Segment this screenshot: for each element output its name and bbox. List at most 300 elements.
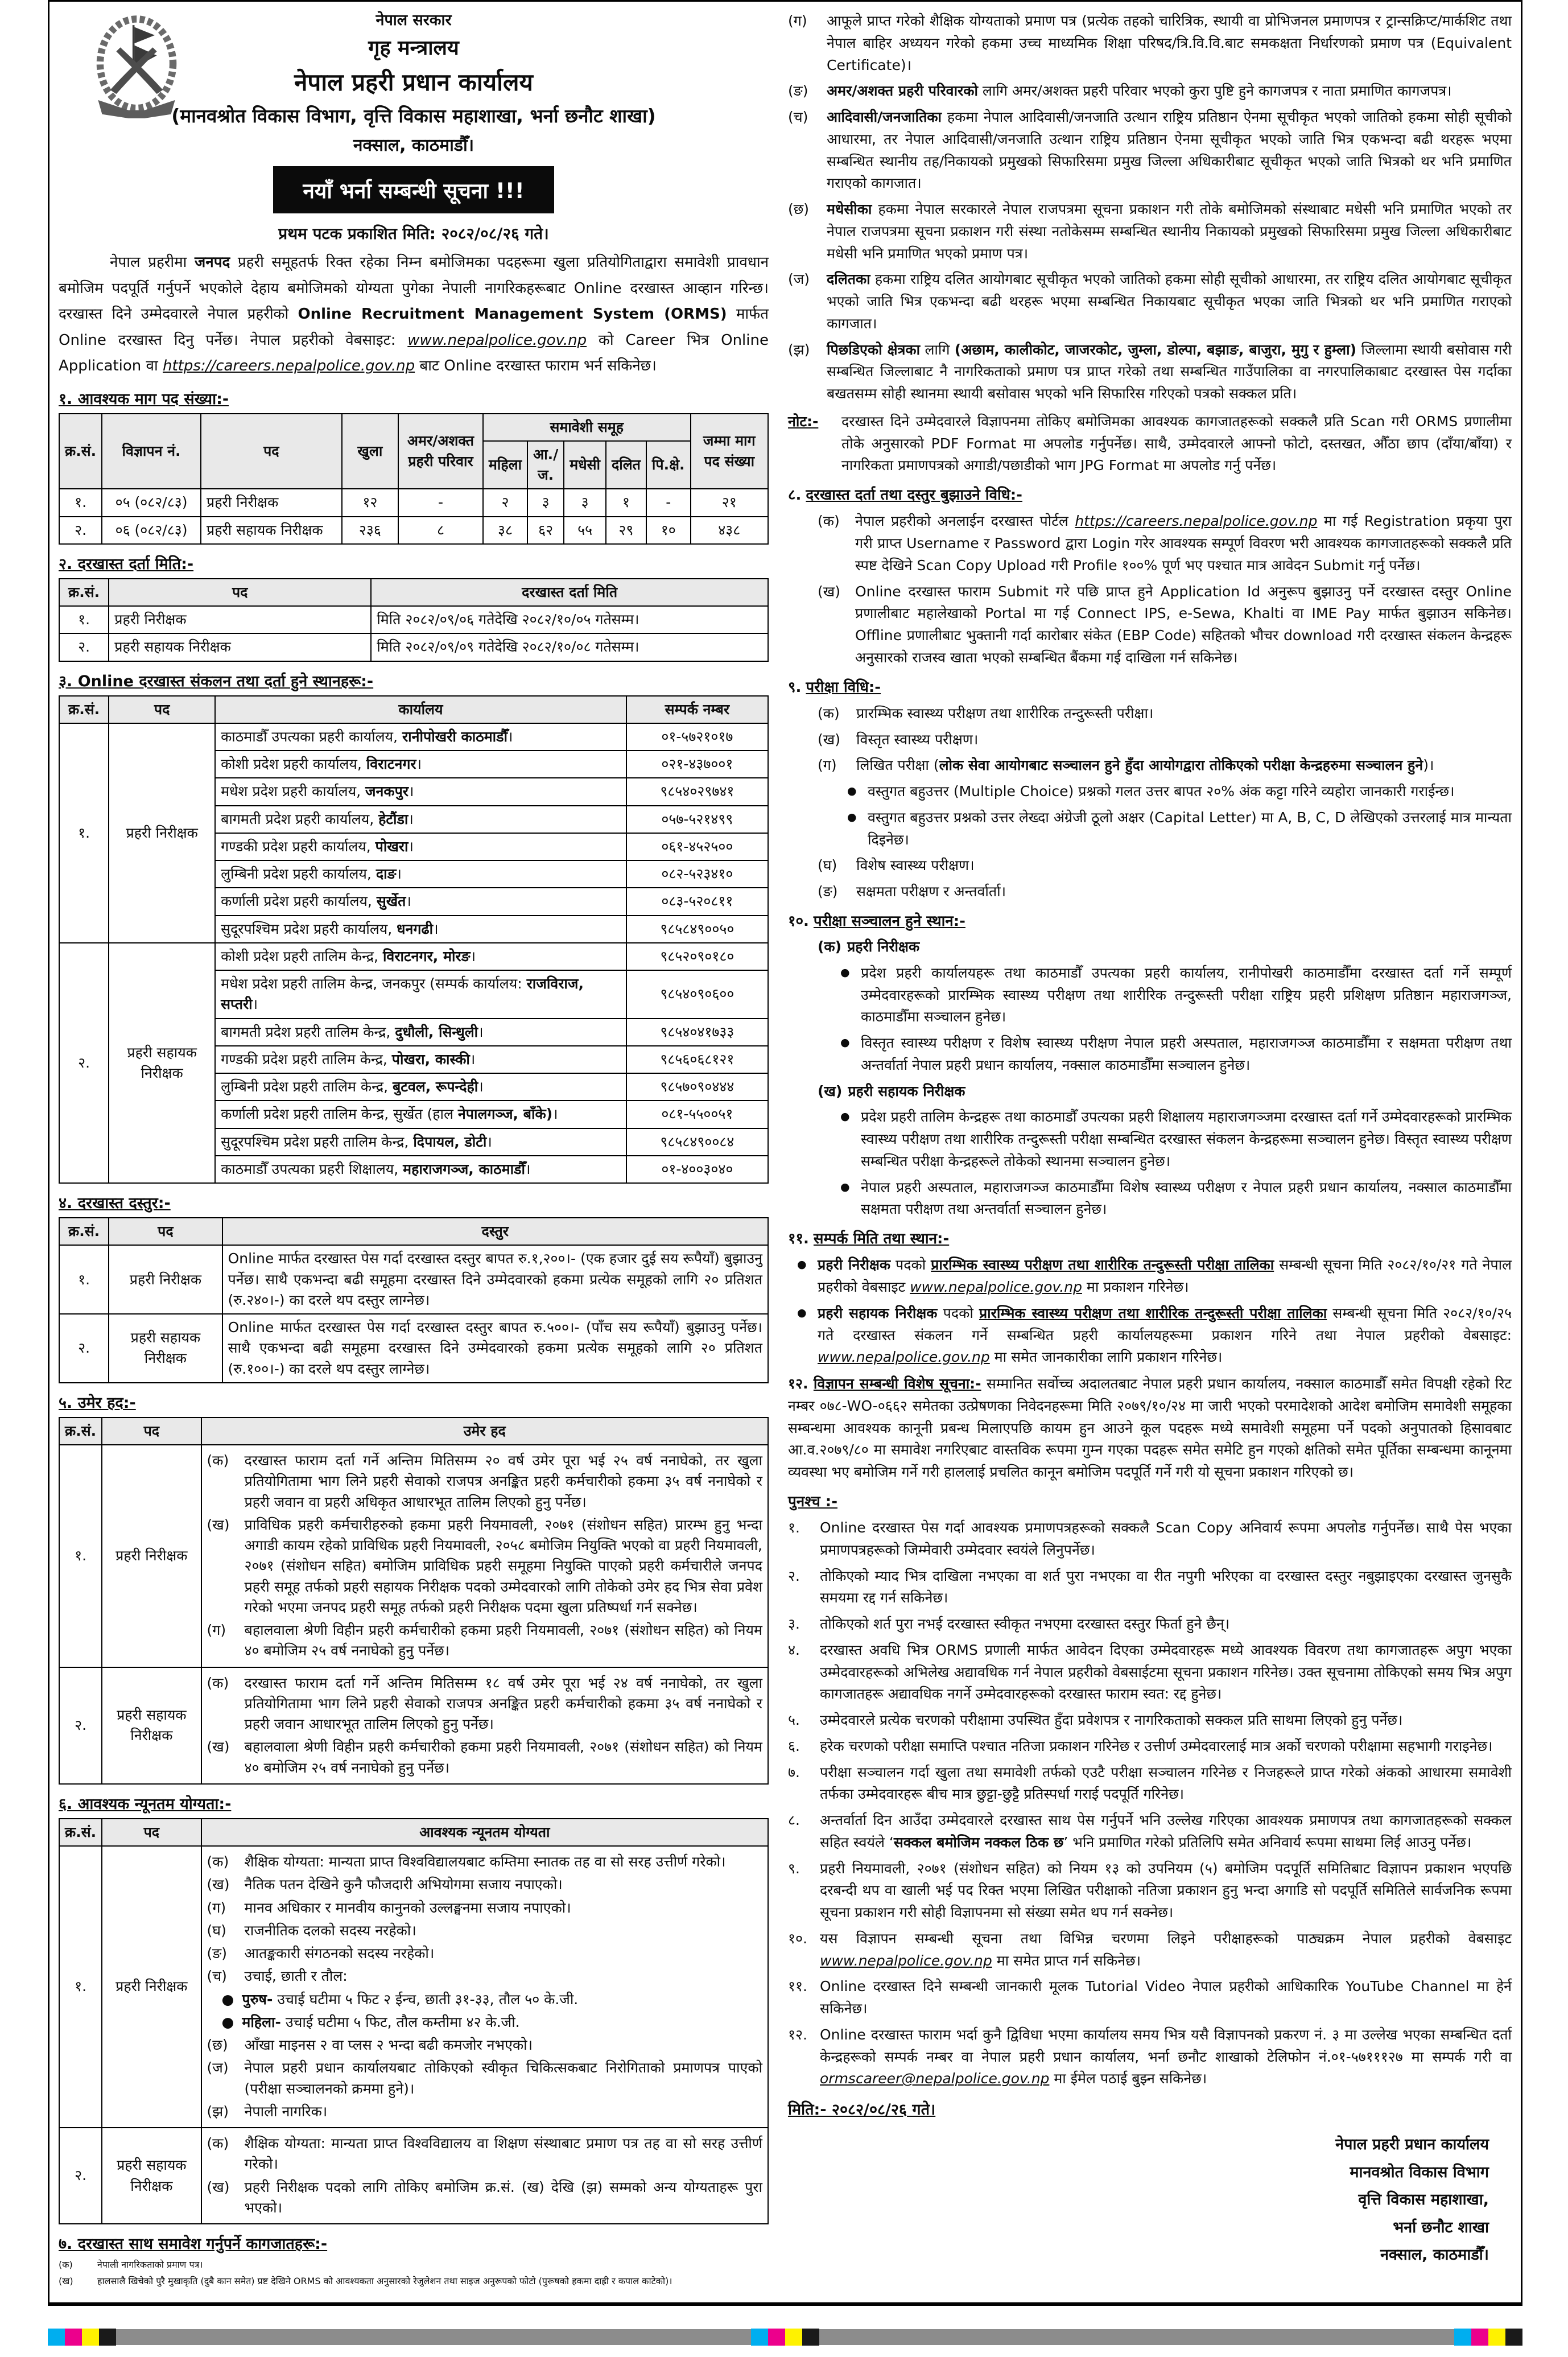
bullet-item <box>797 1303 1512 1369</box>
item-label: (घ) <box>818 857 837 874</box>
cell: प्रहरी निरीक्षक <box>109 606 371 633</box>
section-fee-method <box>788 484 1512 669</box>
locations-table <box>59 695 769 1184</box>
item-text <box>856 729 1512 751</box>
header-department: (मानवश्रोत विकास विभाग, वृत्ति विकास महाशाखा, भर्ना छनौट शाखा) <box>171 105 656 127</box>
item-text: मानव अधिकार र मानवीय कानुनको उल्लङ्घनमा सजाय नपाएको। <box>244 1899 571 1916</box>
office-cell <box>215 1073 626 1101</box>
notice-frame <box>48 0 1522 2306</box>
cell: मिति २०८२/०९/०९ गतेदेखि २०८२/१०/०८ गतेसम्म। <box>371 633 768 661</box>
bullet-text <box>861 1177 1512 1221</box>
table-row <box>59 606 768 633</box>
text-segment: लागि अमर/अशक्त प्रहरी परिवार भएको कुरा पुष्टि हुने कागजपत्र र नाता प्रमाणित कागजपत्र। <box>977 83 1452 100</box>
item-text: उचाई, छाती र तौल: <box>244 1968 348 1985</box>
item-label: (क) <box>818 938 842 955</box>
col-header: कार्यालय <box>215 696 626 723</box>
office-city: दाङ <box>376 866 397 882</box>
office-city: राजविराज, सप्तरी <box>221 975 584 1013</box>
post-cell: प्रहरी सहायक निरीक्षक <box>102 1667 201 1784</box>
serial-cell: १. <box>59 1445 102 1667</box>
item-text <box>820 1928 1512 1972</box>
table-row <box>59 633 768 661</box>
list-item <box>207 1874 762 1895</box>
cell: - <box>646 489 691 516</box>
table-head <box>59 1418 768 1445</box>
col-header: दलित <box>606 441 646 489</box>
section-title-age <box>59 1391 769 1412</box>
item-number: १२. <box>788 2026 807 2043</box>
item-label: (च) <box>788 109 808 125</box>
text-segment: सम्बन्धी सूचना मिति २०८२/१०/२५ गते दरखास्त संकलन गर्ने सम्बन्धित प्रहरी कार्यालयहरूमा प्रकाशन गरिने तथा नेपाल प्रहरीको वेबसाइट: <box>818 1304 1512 1344</box>
bullet-text <box>861 1106 1512 1172</box>
section-number: ९. <box>788 678 802 696</box>
list-item <box>59 2258 769 2271</box>
item-text: राजनीतिक दलको सदस्य नरहेको। <box>244 1922 416 1939</box>
item-text <box>820 1639 1512 1705</box>
item-label: (ग) <box>207 1622 226 1638</box>
text-segment: लागि <box>920 341 955 358</box>
post-cell: प्रहरी सहायक निरीक्षक <box>102 2128 201 2224</box>
cell: २९ <box>606 517 646 544</box>
office-name: गण्डकी प्रदेश प्रहरी तालिम केन्द्र, <box>221 1050 392 1068</box>
numbered-item <box>788 1639 1512 1705</box>
notice-header <box>59 6 769 244</box>
table-row <box>59 1846 768 2128</box>
cell: मिति २०८२/०९/०६ गतेदेखि २०८२/१०/०५ गतेसम्म। <box>371 606 768 633</box>
list-item <box>788 269 1512 335</box>
item-label: (ङ) <box>207 1945 227 1962</box>
phone-cell: ०६१-४५२५०० <box>626 833 768 860</box>
table-row <box>59 1314 768 1383</box>
item-text <box>856 881 1512 903</box>
section-title-text: ४. दरखास्त दस्तुर:- <box>59 1194 171 1212</box>
office-city: विराटनगर <box>366 756 416 772</box>
text-segment: नेपाल प्रहरीको अनलाईन दरखास्त पोर्टल <box>855 513 1075 530</box>
text-segment: प्रदेश प्रहरी कार्यालयहरू तथा काठमाडौँ उपत्यका प्रहरी कार्यालय, रानीपोखरी काठमाडौँमा दरखास्त दर्ता गर्ने सम्पूर्ण उम्मेदवारहरूको प्रारम्भिक स्वास्थ्य परीक्षण तथा शारीरिक तन्दुरूस्ती परीक्षा राष्ट्रिय प्रहरी प्रशिक्षण प्रतिष्ठान महाराजगञ्ज, काठमाडौँमा सञ्चालन हुनेछ। <box>861 964 1512 1025</box>
item-text <box>827 106 1512 195</box>
phone-cell: ९८५४०२९७४१ <box>626 778 768 805</box>
item-text <box>820 1709 1512 1732</box>
office-name: काठमाडौँ उपत्यका प्रहरी शिक्षालय, <box>221 1160 403 1177</box>
item-number: ३. <box>788 1616 800 1633</box>
item-text: प्राविधिक प्रहरी कर्मचारीहरुको हकमा प्रहरी नियमावली, २०७१ (संशोधन सहित) प्रारम्भ हुनु भन्दा अगाडी कायम रहेको प्राविधिक प्रहरी नियमावली, २०५८ बमोजिम नियुक्ति भएको वा प्रहरी नियमावली, २०७१ (संशोधन सहित) बमोजिम प्राविधिक प्रहरी समूहमा नियुक्ति पाएको प्रहरी कर्मचारीले जनपद प्रहरी समूह तर्फको प्रहरी सहायक निरीक्षक पदको उम्मेदवारको लागि तोकेको उमेर हद भित्र सेवा प्रवेश गरेको भएमा जनपद प्रहरी समूह तर्फको प्रहरी निरीक्षक पदमा खुला प्रतिष्पर्धा गर्न सक्नेछ। <box>244 1516 762 1616</box>
venue-group-title <box>818 1081 1512 1103</box>
cell: ५५ <box>564 517 606 544</box>
item-text <box>827 10 1512 76</box>
col-header: अमर/अशक्त प्रहरी परिवार <box>398 414 483 489</box>
list-item <box>207 2177 762 2219</box>
section-title-demand <box>59 388 769 409</box>
cell: प्रहरी निरीक्षक <box>109 1245 222 1314</box>
section-exam-method <box>788 676 1512 903</box>
office-cell <box>215 860 626 888</box>
item-text <box>97 2274 769 2287</box>
item-label: (क) <box>207 2135 229 2152</box>
numbered-item <box>788 1517 1512 1561</box>
office-tail: । <box>433 920 439 937</box>
office-tail: । <box>406 893 411 910</box>
col-header: क्र.सं. <box>59 1819 102 1846</box>
color-patch <box>1454 2329 1471 2346</box>
bullet-icon: ● <box>840 1036 850 1049</box>
cell: ८ <box>398 517 483 544</box>
office-cell <box>215 778 626 805</box>
table-row <box>59 723 768 751</box>
text-segment: मा समेत जानकारीका लागि प्रकाशन गरिनेछ। <box>989 1349 1223 1366</box>
link-text: www.nepalpolice.gov.np <box>407 331 587 349</box>
office-name: मधेश प्रदेश प्रहरी तालिम केन्द्र, जनकपुर (सम्पर्क कार्यालय: <box>221 975 527 992</box>
text-segment: आफूले प्राप्त गरेको शैक्षिक योग्यताको प्रमाण पत्र (प्रत्येक तहको चारित्रिक, स्थायी वा प्रोभिजनल प्रमाणपत्र र ट्रान्सक्रिप्ट/मार्कशिट तथा नेपाल बाहिर अध्ययन गरेको हकमा उच्च माध्यमिक शिक्षा परिषद/त्रि.वि.वि.बाट समकक्षता निर्धारणको प्रमाण पत्र (Equivalent Certificate)। <box>827 13 1512 73</box>
item-label: (ख) <box>207 1738 230 1756</box>
office-city: पोखरा, कास्की <box>391 1050 470 1068</box>
bullet-item <box>797 1254 1512 1299</box>
bullet-text <box>818 1303 1512 1369</box>
list-item <box>788 339 1512 405</box>
sub-bullet <box>222 2012 762 2033</box>
note-block <box>788 411 1512 477</box>
cell: - <box>398 489 483 516</box>
item-number: २. <box>788 1567 800 1584</box>
text-segment: वस्तुगत बहुउत्तर प्रश्नको उत्तर लेख्दा अंग्रेजी ठूलो अक्षर (Capital Letter) मा A, B, C, D लेखिएको उत्तरलाई मात्र मान्यता दिइनेछ। <box>868 809 1512 848</box>
item-label: (क) <box>818 704 840 722</box>
venue-group-body <box>840 962 1512 1077</box>
venue-group-body <box>840 1106 1512 1221</box>
office-city: विराटनगर, मोरङ <box>382 947 471 965</box>
list-item <box>818 703 1512 725</box>
office-city: महाराजगञ्ज, काठमाडौँ <box>403 1160 525 1177</box>
text-segment: हालसालै खिचेको पुरै मुखाकृति (दुबै कान समेत) प्रष्ट देखिने ORMS को आवश्यकता अनुसारको रेजुलेशन तथा साइज अनुरूपको फोटो (पुरूषको हकमा दाह्री र कपाल काटेको)। <box>97 2276 672 2286</box>
office-city: दुधौली, सिन्धुली <box>395 1023 478 1040</box>
list-item <box>207 1852 762 1872</box>
item-label: (छ) <box>788 201 810 217</box>
item-text <box>820 1565 1512 1610</box>
post-cell: प्रहरी निरीक्षक <box>102 1445 201 1667</box>
item-text <box>820 1613 1512 1635</box>
text-segment: उचाई घटीमा ५ फिट २ ईन्च, छाती ३१-३३, तौल ५० के.जी. <box>273 1991 579 2008</box>
list-item <box>207 1620 762 1662</box>
text-segment: विस्तृत स्वास्थ्य परीक्षण। <box>856 731 979 748</box>
office-name: मधेश प्रदेश प्रहरी कार्यालय, <box>221 783 365 800</box>
venue-group-title <box>818 936 1512 958</box>
cell: ४३८ <box>691 517 768 544</box>
text-segment: अन्तर्वार्ता दिन आउँदा उम्मेदवारले दरखास्त साथ पेस गर्नुपर्ने भनि उल्लेख गरिएका आवश्यक प्रमाणपत्र तथा कागजातहरूको सक्कल सहित स्वयंले ‘ <box>820 1812 1512 1851</box>
office-tail: । <box>408 783 414 800</box>
color-calibration-bar <box>48 2329 1522 2346</box>
list-item <box>207 2058 762 2099</box>
col-header: पि.क्षे. <box>646 441 691 489</box>
item-label: (ग) <box>788 13 807 29</box>
office-cell <box>215 723 626 751</box>
item-text: नेपाली नागरिक। <box>244 2103 328 2120</box>
item-label: (छ) <box>207 2037 228 2053</box>
demand-table <box>59 413 769 545</box>
section-contact-date <box>788 1227 1512 1369</box>
cell: १. <box>59 1245 109 1314</box>
cell: २. <box>59 633 109 661</box>
bold-text: पुरुष- <box>242 1991 273 2008</box>
col-header: खुला <box>342 414 398 489</box>
list-item <box>207 2133 762 2175</box>
table-row <box>59 2128 768 2224</box>
cell: Online मार्फत दरखास्त पेस गर्दा दरखास्त दस्तुर बापत रु.५००।- (पाँच सय रूपैयाँ) बुझाउनु पर्नेछ। साथै एकभन्दा बढी समूहमा दरखास्त दिने उम्मेदवारको हकमा प्रत्येक समूहको लागि २० प्रतिशत (रु.१००।-) का दरले थप दस्तुर लाग्नेछ। <box>222 1314 768 1383</box>
phone-cell: ९८५४०४१७३३ <box>626 1019 768 1046</box>
fees-table <box>59 1217 769 1383</box>
color-patch <box>768 2329 785 2346</box>
col-header: क्र.सं. <box>59 696 109 723</box>
text-segment: सम्मानित सर्वोच्च अदालतबाट नेपाल प्रहरी प्रधान कार्यालय, नक्साल काठमाडौँ समेत विपक्षी रहेको रिट नम्बर ०७८-WO-०६६२ समेतका उत्प्रेषणका निवेदनहरूमा मिति २०७९/१०/२४ मा जारी भएको परमादेशको आदेश बमोजिम समावेशी समूहका सम्बन्धमा आवश्यक कानूनी प्रबन्ध मिलाएपछि कायम हुन आउने कूल पदहरू मध्ये समावेशी समूहमा पर्ने पदको अनुपातको हिसावबाट आ.व.२०७९/८० मा समावेश नगरिएबाट वास्तविक रूपमा गुम्न गएका पदहरू समेत समेटि हुन गएको क्षतिको समेत पूर्तिका सम्बन्धमा कानूनमा व्यवस्था भए बमोजिम गर्ने गरी हाललाई प्रचलित कानून बमोजिम पदपूर्ति गर्ने गरी यो सूचना प्रकाशन गरिएको छ। <box>788 1375 1512 1481</box>
bullet-icon: ● <box>221 1991 234 2008</box>
text-segment: ’ भनि प्रमाणित गरेको प्रतिलिपि समेत अनिवार्य रूपमा साथमा लिई आउनु पर्नेछ। <box>1063 1833 1472 1851</box>
office-name: काठमाडौँ उपत्यका प्रहरी कार्यालय, <box>221 728 402 745</box>
color-patch <box>1471 2329 1488 2346</box>
cell: १२ <box>342 489 398 516</box>
text-segment: Online दरखास्त पेस गर्दा आवश्यक प्रमाणपत्रहरूको सक्कलै Scan Copy अनिवार्य रूपमा अपलोड गर्नुपर्नेछ। साथै पेस भएका प्रमाणपत्रहरूको जिम्मेवारी उम्मेदवार स्वयंले लिनुपर्नेछ। <box>820 1519 1512 1558</box>
col-header: क्र.सं. <box>59 1418 102 1445</box>
office-cell <box>215 1156 626 1183</box>
item-label: (ख) <box>818 583 840 600</box>
signature-line: नेपाल प्रहरी प्रधान कार्यालय <box>1335 2136 1489 2154</box>
item-text <box>820 1762 1512 1806</box>
item-label: (ख) <box>207 2178 230 2195</box>
sub-bullet <box>847 781 1512 803</box>
table-row <box>59 517 768 544</box>
item-number: १०. <box>788 1930 807 1947</box>
section-title-text: ६. आवश्यक न्यूनतम योग्यता:- <box>59 1795 232 1813</box>
phone-cell: ९८५२०९०१८० <box>626 943 768 970</box>
office-tail: । <box>486 1133 492 1150</box>
item-number: ५. <box>788 1712 800 1729</box>
text-segment: मार्फत Online दरखास्त दिनु पर्नेछ। नेपाल प्रहरीको वेबसाइट: <box>59 306 769 349</box>
list-item <box>818 755 1512 777</box>
signature-block <box>788 2131 1489 2269</box>
col-header: पद <box>109 579 371 606</box>
office-name: कर्णाली प्रदेश प्रहरी कार्यालय, <box>221 893 377 910</box>
cell: प्रहरी सहायक निरीक्षक <box>201 517 342 544</box>
items-cell <box>201 1667 768 1784</box>
item-label: (झ) <box>207 2103 229 2120</box>
serial-cell: २. <box>59 2128 102 2224</box>
col-header: पद <box>109 696 215 723</box>
color-patch <box>1505 2329 1522 2346</box>
bullet-text <box>861 1032 1512 1077</box>
section-title-documents <box>59 2232 769 2253</box>
phone-cell: ०२१-४३७००१ <box>626 751 768 778</box>
table-head <box>59 696 768 723</box>
link-text: https://careers.nepalpolice.gov.np <box>163 357 415 374</box>
cell: ०५ (०८२/८३) <box>102 489 201 516</box>
post-cell: प्रहरी निरीक्षक <box>102 1846 201 2128</box>
item-text: आतङ्ककारी संगठनको सदस्य नरहेको। <box>244 1945 435 1962</box>
item-text <box>97 2258 769 2271</box>
bold-underline-text: प्रारम्भिक स्वास्थ्य परीक्षण तथा शारीरिक तन्दुरूस्ती परीक्षा तालिका <box>931 1256 1274 1274</box>
item-number: ११. <box>788 1978 807 1995</box>
section-title-text: पुनश्च :- <box>788 1493 837 1510</box>
text-segment: हकमा नेपाल सरकारले नेपाल राजपत्रमा सूचना प्रकाशन गरी तोके बमोजिमको संस्थाबाट मधेसी भनि प्रमाणित भएको तर नेपाल राजपत्रमा सूचना प्रकाशन गरी संस्था नतोकेसम्म सम्बन्धित स्थानीय निकायको प्रमुखको सिफारिसमा प्रमुख जिल्ला अधिकारीबाट मधेसी भनि प्रमाणित भएको प्रमाण पत्र। <box>827 201 1512 262</box>
numbered-item <box>788 2024 1512 2090</box>
text-segment: जिल्लामा स्थायी बसोवास गरी सम्बन्धित जिल्लाबाट नै नागरिकताको प्रमाण पत्र प्राप्त गरेको तथा सम्बन्धित गाउँपालिका वा नगरपालिकाबाट दरखास्त पेस गर्दाका बखतसम्म सोही स्थानमा स्थायी बसोवास भएको भनि सिफारिस गरिएको पत्रको सक्कल प्रति। <box>827 341 1512 402</box>
office-cell <box>215 1046 626 1073</box>
text-segment: विशेष स्वास्थ्य परीक्षण। <box>856 857 975 874</box>
sub-bullet-list <box>222 1989 762 2033</box>
bullet-icon: ● <box>797 1306 807 1319</box>
bold-text: लोक सेवा आयोगबाट सञ्चालन हुने हुँदा आयोगद्वारा तोकिएको परीक्षा केन्द्रहरुमा सञ्चालन हुने <box>939 757 1423 774</box>
text-segment: हकमा नेपाल आदिवासी/जनजाति उत्थान राष्ट्रिय प्रतिष्ठान ऐनमा सूचीकृत भएको जातिको हकमा सोही सूचीको आधारमा, तर नेपाल आदिवासी/जनजाति उत्थान राष्ट्रिय प्रतिष्ठान ऐनमा सूचीकृत भएको जाति भित्र एकभन्दा बढी थरहरू भएमा सम्बन्धित स्थानीय तह/निकायको प्रमुखको सिफारिसमा प्रमुख जिल्ला अधिकारीबाट सूचीकृत भएको जाति भित्रको थर भनि प्रमाणित गराएको कागजात। <box>827 109 1512 192</box>
bold-text: (अछाम, कालीकोट, जाजरकोट, जुम्ला, डोल्पा, बझाङ, बाजुरा, मुगु र हुम्ला) <box>954 341 1357 358</box>
item-number: ७. <box>788 1763 800 1781</box>
item-label: (ख) <box>207 1516 230 1533</box>
cell: २. <box>59 1314 109 1383</box>
recruitment-banner: नयाँ भर्ना सम्बन्धी सूचना !!! <box>273 166 554 213</box>
cell: २३६ <box>342 517 398 544</box>
cell: Online मार्फत दरखास्त पेस गर्दा दरखास्त दस्तुर बापत रु.१,२००।- (एक हजार दुई सय रूपैयाँ) बुझाउनु पर्नेछ। साथै एकभन्दा बढी समूहमा दरखास्त दिने उम्मेदवारको हकमा प्रत्येक समूहको लागि २० प्रतिशत (रु.२४०।-) का दरले थप दस्तुर लाग्नेछ। <box>222 1245 768 1314</box>
text-segment: मा गई Registration प्रकृया पुरा गरी प्राप्त Username र Password द्वारा Login गरेर आवश्यक सम्पूर्ण विवरण भरी आवश्यक कागजातहरूको सक्कलै प्रति स्पष्ट देखिने Scan Copy Upload गरी Profile १००% पूर्ण भए पश्चात मात्र आवेदन Submit गर्नु पर्नेछ। <box>855 513 1512 574</box>
cell: १. <box>59 606 109 633</box>
section-title-text: परीक्षा विधि:- <box>806 678 881 696</box>
bullet-icon: ● <box>797 1258 807 1271</box>
color-patch <box>65 2329 82 2346</box>
text-segment: Online दरखास्त फाराम भर्दा कुनै द्विविधा भएमा कार्यालय समय भित्र यसै विज्ञापनको प्रकरण नं. ३ मा उल्लेख भएका सम्बन्धित दर्ता केन्द्रहरूको सम्पर्क नम्बर वा नेपाल प्रहरी प्रधान कार्यालय, भर्ना छनौट शाखाको टेलिफोन नं.०१-५७१११२७ मा सम्पर्क गरी वा <box>820 2026 1512 2065</box>
col-header: आवश्यक न्यूनतम योग्यता <box>201 1819 768 1846</box>
item-number: ९. <box>788 1860 800 1877</box>
col-header: आ./ज. <box>527 441 564 489</box>
office-cell <box>215 888 626 915</box>
item-number: ६. <box>788 1737 800 1754</box>
signature-line: नक्साल, काठमाडौँ। <box>1380 2246 1489 2264</box>
text-segment: लिखित परीक्षा ( <box>856 757 939 774</box>
cell: १ <box>606 489 646 516</box>
item-label: (च) <box>207 1968 227 1985</box>
item-text: दरखास्त फाराम दर्ता गर्ने अन्तिम मितिसम्म १८ वर्ष उमेर पूरा भई २४ वर्ष ननाघेको, तर खुला प्रतियोगितामा भाग लिने प्रहरी सेवाको राजपत्र अनङ्कित प्रहरी कर्मचारीको हकमा ३५ वर्ष ननाघेको र प्रहरी जवान आधारभूत तालिम लिएको हुनु पर्नेछ। <box>244 1674 762 1732</box>
col-header: क्र.सं. <box>59 414 102 489</box>
item-text: प्रहरी निरीक्षक पदको लागि तोकिए बमोजिम क्र.सं. (ख) देखि (झ) सम्मको अन्य योग्यताहरू पुरा भएको। <box>244 2178 762 2216</box>
office-tail: । <box>470 947 476 965</box>
gray-bar <box>819 2329 1454 2345</box>
published-date: प्रथम पटक प्रकाशित मिति: २०८२/०८/२६ गते। <box>278 224 549 243</box>
section-title-fees <box>59 1192 769 1213</box>
item-label: (ग) <box>818 757 837 774</box>
col-header: विज्ञापन नं. <box>102 414 201 489</box>
office-city: नेपालगञ्ज, बाँके) <box>457 1106 553 1123</box>
office-tail: । <box>552 1106 558 1123</box>
phone-cell: ०१-४००३०४० <box>626 1156 768 1183</box>
col-header: क्र.सं. <box>59 579 109 606</box>
office-tail: । <box>507 728 513 745</box>
list-item <box>818 510 1512 576</box>
text-segment: तोकिएको म्याद भित्र दाखिला नभएका वा शर्त पुरा नभएका वा रीत नपुगी भरिएका वा दरखास्त दस्तुर नबुझाइएका दरखास्त जुनसुकै समयमा रद्द गर्न सकिनेछ। <box>820 1567 1512 1606</box>
text-segment: पदको <box>937 1304 979 1321</box>
item-label: (ग) <box>207 1899 226 1916</box>
phone-cell: ९८५४०९०६०० <box>626 970 768 1019</box>
bold-text: प्रहरी सहायक निरीक्षक <box>818 1304 938 1321</box>
left-column <box>59 6 769 2291</box>
office-cell <box>215 970 626 1019</box>
phone-cell: ९८५६०६८१२१ <box>626 1046 768 1073</box>
cell: ३ <box>564 489 606 516</box>
item-label: (क) <box>207 1452 229 1469</box>
color-patch <box>99 2329 116 2346</box>
section-number: ८. <box>788 487 802 504</box>
list-item <box>788 199 1512 265</box>
cell: २. <box>59 517 102 544</box>
link-text: www.nepalpolice.gov.np <box>818 1349 990 1366</box>
items-cell <box>201 1846 768 2128</box>
documents-list-left <box>59 2258 769 2287</box>
text-segment: मा ईमेल पठाई बुझ्न सकिनेछ। <box>1049 2070 1207 2087</box>
text-segment: )। <box>1423 757 1434 774</box>
cell: २१ <box>691 489 768 516</box>
gray-bar <box>116 2329 751 2345</box>
dates-table <box>59 578 769 662</box>
link-text: www.nepalpolice.gov.np <box>910 1279 1082 1296</box>
bullet-item <box>840 1177 1512 1221</box>
item-label: (घ) <box>207 1922 226 1939</box>
section-title-text: ७. दरखास्त साथ समावेश गर्नुपर्ने कागजातहरू:- <box>59 2235 328 2253</box>
table-head <box>59 1819 768 1846</box>
bullet-icon: ● <box>840 966 850 979</box>
table-head <box>59 414 768 489</box>
bullet-text <box>818 1254 1512 1299</box>
post-cell: प्रहरी निरीक्षक <box>109 723 215 943</box>
item-label: (ङ) <box>818 883 838 900</box>
item-label: (ङ) <box>788 83 808 100</box>
item-text <box>856 755 1512 777</box>
right-column <box>788 6 1512 2291</box>
post-cell: प्रहरी सहायक निरीक्षक <box>109 943 215 1183</box>
office-name: कर्णाली प्रदेश प्रहरी तालिम केन्द्र, सुर्खेत (हाल <box>221 1106 458 1123</box>
col-header: पद <box>201 414 342 489</box>
col-header: महिला <box>483 441 527 489</box>
text-segment: तोकिएको शर्त पुरा नभई दरखास्त स्वीकृत नभएमा दरखास्त दस्तुर फिर्ता हुने छैन्। <box>820 1616 1230 1633</box>
office-city: बुटवल, रूपन्देही <box>392 1078 478 1095</box>
text-segment: नेपाल प्रहरीमा <box>110 254 195 271</box>
text-segment: पदको <box>890 1256 931 1274</box>
bullet-icon: ● <box>840 1110 850 1123</box>
list-item <box>818 581 1512 669</box>
numbered-item <box>788 1976 1512 2020</box>
col-header: पद <box>102 1819 201 1846</box>
item-text <box>827 199 1512 265</box>
phone-cell: ०८२-५२३४१० <box>626 860 768 888</box>
bullet-icon: ● <box>847 810 857 823</box>
item-label: (ज) <box>207 2059 229 2076</box>
section-number: १०. <box>788 912 809 930</box>
office-cell <box>215 1019 626 1046</box>
color-patch <box>82 2329 99 2346</box>
header-office: नेपाल प्रहरी प्रधान कार्यालय <box>294 68 533 96</box>
col-header: पद <box>102 1418 201 1445</box>
item-text <box>820 1810 1512 1854</box>
col-header: जम्मा माग पद संख्या <box>691 414 768 489</box>
numbered-item <box>788 1565 1512 1610</box>
col-header: सम्पर्क नम्बर <box>626 696 768 723</box>
item-text: दरखास्त फाराम दर्ता गर्ने अन्तिम मितिसम्म २० वर्ष उमेर पूरा भई २५ वर्ष ननाघेको, तर खुला प्रतियोगितामा भाग लिने प्रहरी सेवाको राजपत्र अनङ्कित प्रहरी कर्मचारीको हकमा ३५ वर्ष ननाघेको र प्रहरी जवान वा प्रहरी अधिकृत आधारभूत तालिम लिएको हुनु पर्नेछ। <box>244 1452 762 1510</box>
list-item <box>207 2101 762 2122</box>
documents-list-right <box>788 10 1512 405</box>
text-segment: उचाई घटीमा ५ फिट, तौल कम्तीमा ४२ के.जी. <box>280 2013 520 2030</box>
numbered-item <box>788 1709 1512 1732</box>
item-label: (क) <box>207 1853 229 1870</box>
col-header: पद <box>109 1218 222 1245</box>
color-patch <box>751 2329 768 2346</box>
office-name: कोशी प्रदेश प्रहरी कार्यालय, <box>221 756 366 772</box>
item-label: (ख) <box>207 1876 230 1893</box>
item-number: ८. <box>788 1812 800 1829</box>
link-text: ormscareer@nepalpolice.gov.np <box>820 2070 1050 2087</box>
office-city: रानीपोखरी काठमाडौँ <box>402 728 508 745</box>
numbered-item <box>788 1736 1512 1758</box>
text-segment: परीक्षा सञ्चालन गर्दा खुला तथा समावेशी तर्फको एउटै परीक्षा सञ्चालन गरिनेछ र निजहरूले प्राप्त गरेको अंकको आधारमा समावेशी तर्फका उम्मेदवारहरू बीच मात्र छुट्टा-छुट्टै प्रतिस्पर्धा गराई पदपूर्ति गरिनेछ। <box>820 1763 1512 1803</box>
nepal-police-emblem-icon <box>86 11 187 133</box>
